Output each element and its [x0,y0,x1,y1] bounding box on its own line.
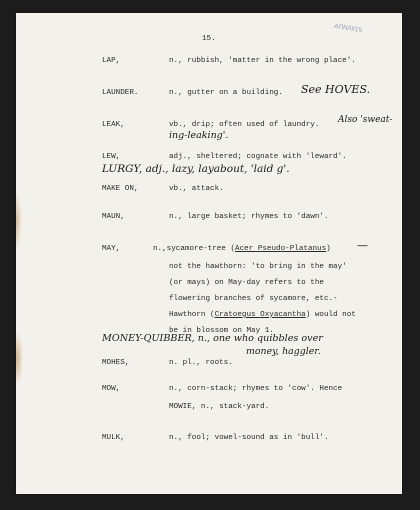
def-text: ) would not [305,311,356,319]
entry-definition: n. pl., roots. [169,359,233,367]
entry-definition: vb., attack. [169,185,224,193]
entry-headword: MULK, [102,434,125,442]
entry-headword: LEAK, [102,121,125,129]
entry-headword: LAUNDER. [102,89,139,97]
entry-definition-line: be in blossom on May 1. [169,327,274,335]
page-stain [16,191,22,251]
latin-name: Acer Pseudo-Platanus [235,245,327,253]
entry-definition: n., rubbish, 'matter in the wrong place'. [169,57,356,65]
entry-headword: MAY, [102,245,121,253]
entry-definition: adj., sheltered; cognate with 'leward'. [169,153,347,161]
page-number: 15. [202,35,216,43]
entry-definition-line: not the hawthorn: 'to bring in the may' [169,263,347,271]
entry-headword: MOW, [102,385,121,393]
def-prefix: n., [153,245,167,253]
entry-headword: LAP, [102,57,121,65]
entry-definition: n., gutter on a building. [169,89,283,97]
handwritten-entry: LURGY, adj., lazy, layabout, 'laid g'. [102,163,290,175]
handwritten-dash: — [357,239,368,252]
handwritten-note: Also 'sweat- [338,115,393,125]
entry-definition-line: (or mays) on May-day refers to the [169,279,324,287]
entry-definition [153,245,331,253]
def-text: sycamore-tree ( [166,245,236,253]
def-text: Hawthorn ( [169,311,215,319]
entry-definition-line: MOWIE, n., stack-yard. [169,403,270,411]
entry-definition: n., large basket; rhymes to 'dawn'. [169,213,329,221]
def-text: ) [326,245,331,253]
handwritten-note: ing-leaking'. [169,130,229,141]
page-stain [16,331,23,386]
latin-name: Cratoegus Oxyacantha [214,311,306,319]
entry-headword: MOHES, [102,359,130,367]
handwritten-note: See HOVES. [301,83,371,96]
entry-definition: n., corn-stack; rhymes to 'cow'. Hence [169,385,343,393]
handwritten-entry: money, haggler. [246,346,321,357]
entry-headword: LEW, [102,153,121,161]
entry-definition: vb., drip; often used of laundry. [169,121,320,129]
handwritten-entry: MONEY-QUIBBER, n., one who quibbles over [102,333,323,344]
entry-headword: MAKE ON, [102,185,139,193]
document-page [16,13,402,494]
archive-stamp: ΑΠΝ/ΙΙ/15 [333,23,363,34]
entry-definition-line [169,311,356,319]
entry-definition: n., fool; vowel-sound as in 'bull'. [169,434,329,442]
entry-definition-line: flowering branches of sycamore, etc.- [169,295,338,303]
entry-headword: MAUN, [102,213,125,221]
